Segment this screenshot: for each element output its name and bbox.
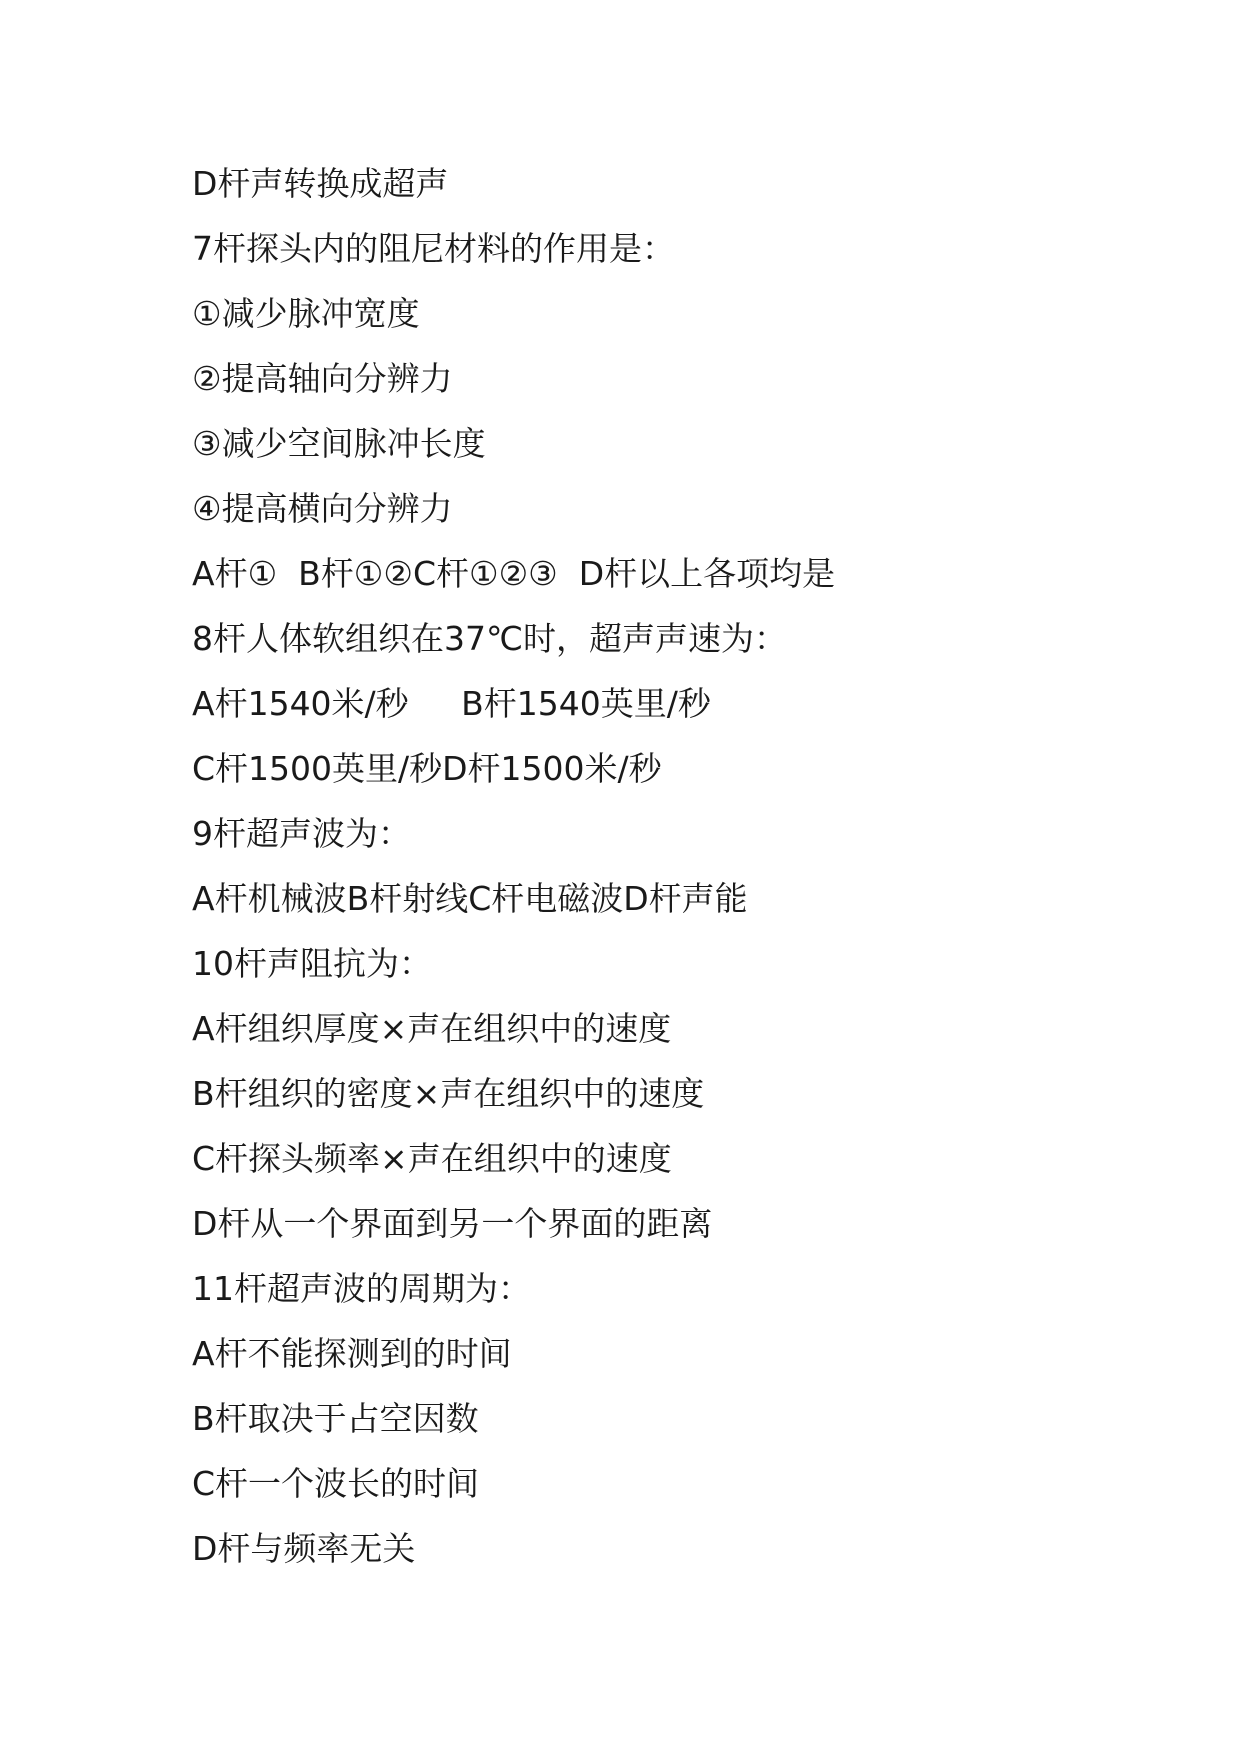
option-line: A杆不能探测到的时间 — [192, 1334, 512, 1373]
question-line: 7杆探头内的阻尼材料的作用是： — [192, 229, 675, 268]
document-body — [192, 162, 1172, 1592]
statement-line: ③减少空间脉冲长度 — [192, 424, 486, 463]
question-line: 8杆人体软组织在37℃时，超声声速为： — [192, 619, 788, 658]
option-line: D杆声转换成超声 — [192, 164, 449, 203]
question-line: 10杆声阻抗为： — [192, 944, 432, 983]
option-line: D杆从一个界面到另一个界面的距离 — [192, 1204, 713, 1243]
option-line: C杆探头频率×声在组织中的速度 — [192, 1139, 672, 1178]
statement-line: ④提高横向分辨力 — [192, 489, 453, 528]
statement-line: ①减少脉冲宽度 — [192, 294, 420, 333]
option-line: A杆组织厚度×声在组织中的速度 — [192, 1009, 672, 1048]
option-line: C杆一个波长的时间 — [192, 1464, 480, 1503]
option-line: D杆与频率无关 — [192, 1529, 416, 1568]
option-line: B杆组织的密度×声在组织中的速度 — [192, 1074, 705, 1113]
question-line: 11杆超声波的周期为： — [192, 1269, 531, 1308]
statement-line: ②提高轴向分辨力 — [192, 359, 453, 398]
option-line: B杆取决于占空因数 — [192, 1399, 479, 1438]
options-line: A杆1540米/秒 B杆1540英里/秒 — [192, 684, 711, 723]
options-line: A杆① B杆①②C杆①②③ D杆以上各项均是 — [192, 554, 836, 593]
question-line: 9杆超声波为： — [192, 814, 411, 853]
options-line: A杆机械波B杆射线C杆电磁波D杆声能 — [192, 879, 748, 918]
options-line: C杆1500英里/秒D杆1500米/秒 — [192, 749, 662, 788]
